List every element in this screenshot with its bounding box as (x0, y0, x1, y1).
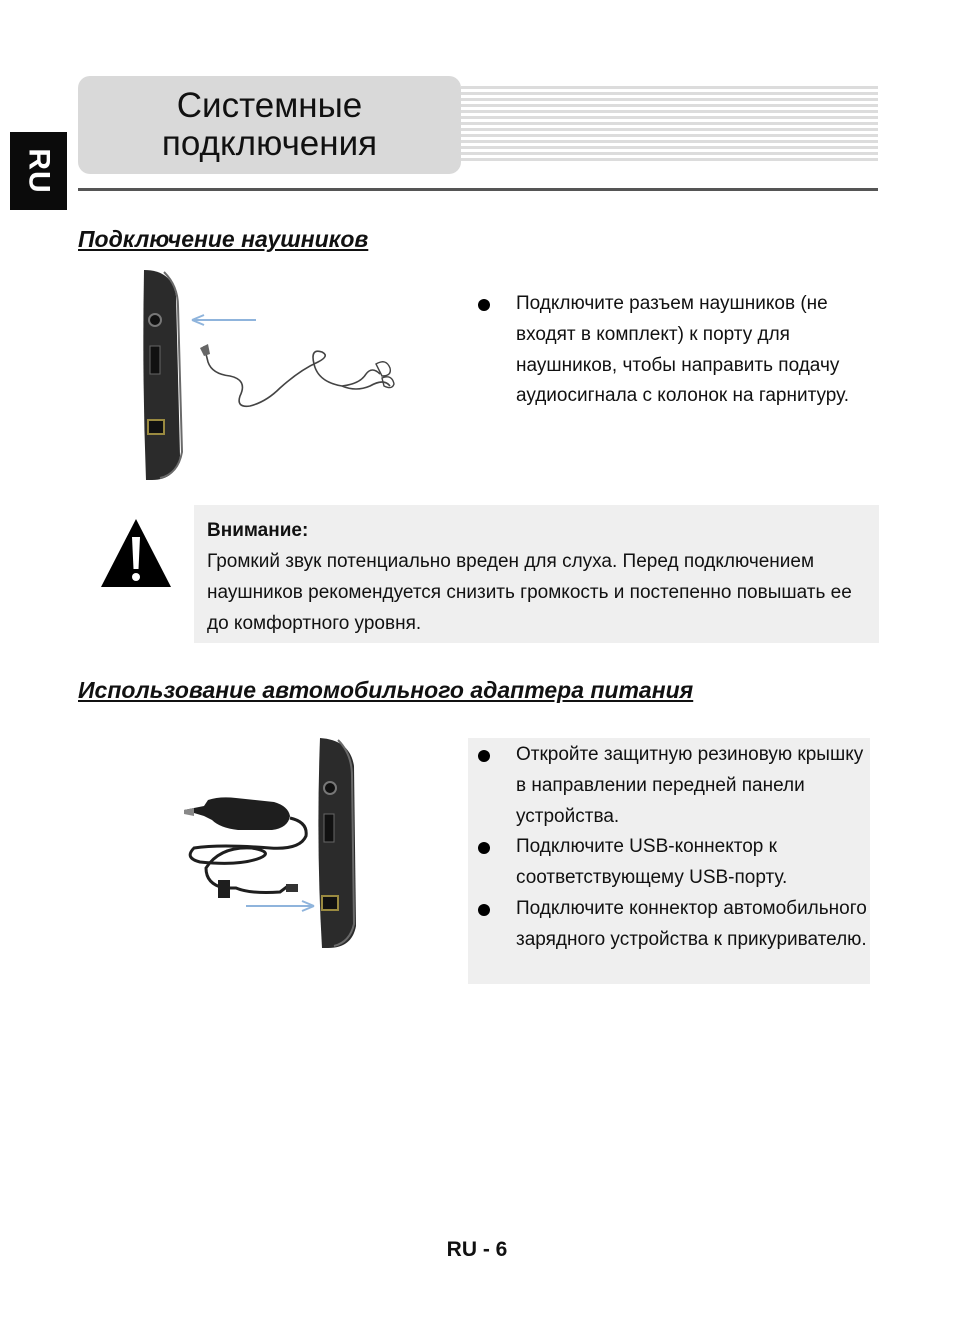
device-body (143, 270, 180, 480)
list-item: Откройте защитную резиновую крышку в направлении передней панели устройства. (468, 740, 870, 832)
headphone-cable-icon (204, 346, 390, 406)
language-tab (10, 132, 67, 210)
headphone-connection-illustration (120, 266, 410, 484)
header-stripes (461, 86, 878, 164)
section-heading-headphones: Подключение наушников (78, 226, 369, 252)
headphone-port-icon (324, 782, 336, 794)
usb-port-icon (148, 420, 164, 434)
list-item: Подключите коннектор автомобильного зарядного устройства к прикуривателю. (468, 894, 870, 956)
usb-port-icon (322, 896, 338, 910)
section-heading-car-adapter: Использование автомобильного адаптера питания (78, 677, 694, 703)
car-adapter-illustration (180, 736, 360, 952)
page-title-line1: Системные (176, 86, 363, 125)
warning-box (194, 505, 879, 643)
page-title-line2: подключения (161, 124, 378, 163)
bullet-icon (478, 299, 490, 311)
car-charger-icon (184, 797, 290, 830)
header-rule (78, 188, 878, 191)
list-item: Подключите USB-коннектор к соответствующему USB-порту. (468, 832, 870, 894)
page-number: RU - 6 (446, 1238, 508, 1261)
page-title (78, 76, 461, 174)
bullet-icon (478, 842, 490, 854)
headphone-instructions (468, 289, 888, 412)
warning-icon (99, 517, 173, 589)
bullet-icon (478, 750, 490, 762)
port-slot-icon (150, 346, 160, 374)
earbud-icon (376, 362, 394, 388)
port-slot-icon (324, 814, 334, 842)
adapter-instructions (468, 740, 870, 956)
list-item: Подключите разъем наушников (не входят в комплект) к порту для наушников, чтобы направить подачу аудиосигнала с колонок на гарнитуру. (468, 289, 888, 412)
language-tab-label: RU (22, 148, 56, 194)
device-body (318, 738, 356, 948)
warning-text: Громкий звук потенциально вреден для слуха. Перед подключением наушников рекомендуется снизить громкость и постепенно повышать ее до комфортного уровня. (207, 551, 852, 634)
headphone-port-icon (149, 314, 161, 326)
warning-title: Внимание: (207, 520, 309, 541)
bullet-icon (478, 904, 490, 916)
